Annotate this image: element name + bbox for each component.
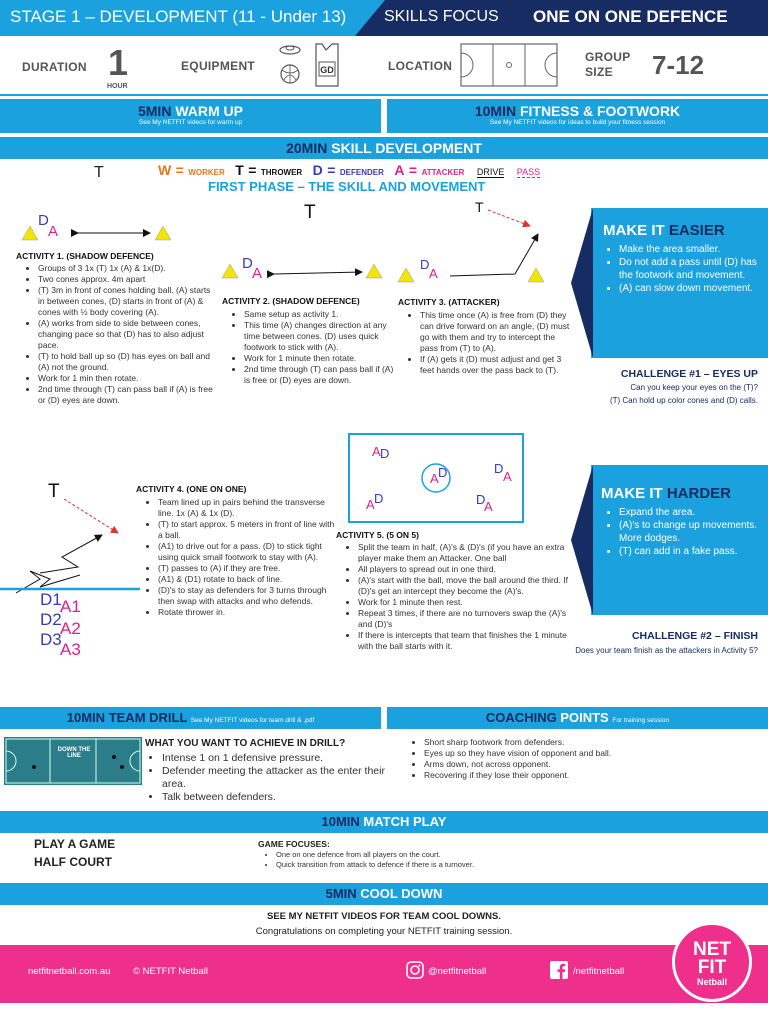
coaching-item: • Recovering if they lose their opponent.: [424, 770, 724, 781]
coaching-list: [410, 737, 724, 781]
focus-title: ONE ON ONE DEFENCE: [533, 7, 728, 26]
act5-list: [344, 542, 568, 652]
legend-eq4: =: [408, 162, 418, 178]
diagram-t: T: [304, 202, 316, 223]
fitness-bar: [387, 99, 768, 133]
act3-title: ACTIVITY 3. (ATTACKER): [398, 297, 500, 307]
game-focuses-heading: GAME FOCUSES:: [258, 839, 330, 849]
diagram-a: A: [366, 497, 375, 512]
act3-item: • If (A) gets it (D) must adjust and get 3 feet hands over the pass back to (T).: [420, 354, 570, 376]
diagram-d3: D3: [40, 630, 62, 649]
equipment-label: EQUIPMENT: [181, 59, 256, 73]
legend-eq: =: [175, 162, 184, 178]
legend-a: A: [394, 162, 405, 178]
easier-panel-arrow: [571, 208, 593, 358]
drill-item: • Talk between defenders.: [162, 791, 388, 804]
act4-item: • (T) to start approx. 5 meters in front of line with a ball.: [158, 519, 338, 541]
warmup-sub: See My NETFIT videos for warm up: [138, 119, 243, 126]
legend-defender: DEFENDER: [339, 168, 384, 177]
harder-panel: [591, 465, 768, 615]
act1-item: • (A) works from side to side between cones, changing pace so that (D) has to also adjust pace.: [38, 318, 214, 351]
diagram-d: D: [476, 492, 486, 507]
act2-item: • Same setup as activity 1.: [244, 309, 394, 320]
facebook-icon[interactable]: [550, 961, 568, 979]
netfit-logo: [672, 922, 752, 1002]
diagram-d: D: [438, 465, 448, 480]
coaching-sub: For training session: [612, 717, 670, 724]
act5-item: • All players to spread out in one third.: [358, 564, 568, 575]
diagram-t: T: [48, 481, 60, 502]
act4-item: • (D)'s to stay as defenders for 3 turns through then swap with attacks and who defends.: [158, 585, 338, 607]
legend: [158, 162, 540, 180]
match-title: MATCH PLAY: [363, 814, 447, 829]
act5-item: • Repeat 3 times, if there are no turnovers swap the (A)'s and (D)'s: [358, 608, 568, 630]
match-line1: PLAY A GAME: [34, 837, 116, 851]
cone-icon: [528, 268, 544, 282]
diagram-a: A: [503, 469, 512, 484]
cone-icon: [366, 264, 382, 278]
coaching-item: • Arms down, not across opponent.: [424, 759, 724, 770]
equipment-icons: [276, 40, 346, 88]
coaching-bar: [387, 707, 768, 729]
act1-item: • Work for 1 min then rotate.: [38, 373, 214, 384]
cone-icon: [222, 264, 238, 278]
act1-item: • Groups of 3 1x (T) 1x (A) & 1x(D).: [38, 263, 214, 274]
act5-item: • (A)'s start with the ball, move the ball around the third. If (D)'s get an intercept they become the (A)'s.: [358, 575, 568, 597]
act2-title: ACTIVITY 2. (SHADOW DEFENCE): [222, 296, 360, 306]
team-drill-bar: [0, 707, 381, 729]
act5-item: • Split the team in half, (A)'s & (D)'s (if you have an extra player make them an Attacker. One ball: [358, 542, 568, 564]
act2-item: • Work for 1 minute then rotate.: [244, 353, 394, 364]
legend-worker: WORKER: [188, 168, 225, 177]
diagram-d: D: [374, 491, 384, 506]
footer-copyright: © NETFIT Netball: [133, 966, 208, 977]
easier-list: [591, 243, 768, 295]
legend-pass: PASS: [516, 167, 541, 177]
skills-focus-label: SKILLS FOCUS: [384, 8, 499, 25]
skill-time: 20MIN: [286, 140, 328, 156]
act5-item: • If there is intercepts that team that finishes the 1 minute with the ball starts with it.: [358, 630, 568, 652]
skill-dev-bar: [0, 137, 768, 159]
diagram-a: A: [430, 471, 439, 486]
drill-item: • Defender meeting the attacker as the enter their area.: [162, 765, 388, 791]
act4-item: • (T) passes to (A) if they are free.: [158, 563, 338, 574]
challenge1-title: CHALLENGE #1 – EYES UP: [620, 368, 758, 380]
act3-list: [406, 310, 570, 376]
team-drill-title: TEAM DRILL: [108, 710, 188, 725]
legend-thrower: THROWER: [260, 168, 303, 177]
act3-item: • This time once (A) is free from (D) they can drive forward on an angle, (D) must go with them and try to intercept the pass from (T) to (A).: [420, 310, 570, 354]
bib-text: GD: [320, 65, 334, 75]
instagram-handle[interactable]: @netfitnetball: [428, 966, 487, 977]
diagram-d2: D2: [40, 610, 62, 629]
act4-list: [144, 497, 338, 618]
drill-item: • Intense 1 on 1 defensive pressure.: [162, 752, 388, 765]
legend-t: T: [235, 162, 244, 178]
easier-panel: [591, 208, 768, 358]
location-label: LOCATION: [388, 59, 453, 73]
diagram-t: T: [475, 199, 484, 215]
drill-list: [148, 752, 388, 804]
act1-item: • 2nd time through (T) can pass ball if (A) is free or (D) eyes are down.: [38, 384, 214, 406]
warmup-bar: [0, 99, 381, 133]
act5-item: • Work for 1 minute then rest.: [358, 597, 568, 608]
group-size-value: 7-12: [652, 50, 705, 80]
challenge2-title: CHALLENGE #2 – FINISH: [631, 630, 758, 642]
diagram-d: D: [242, 255, 253, 272]
easier-title: MAKE IT EASIER: [603, 222, 725, 239]
drill-heading: WHAT YOU WANT TO ACHIEVE IN DRILL?: [145, 738, 346, 749]
legend-attacker: ATTACKER: [421, 168, 465, 177]
duration-label: DURATION: [22, 60, 87, 74]
facebook-handle[interactable]: /netfitnetball: [573, 966, 625, 977]
coaching-item: • Eyes up so they have vision of opponent and ball.: [424, 748, 724, 759]
team-drill-thumbnail[interactable]: [4, 737, 142, 785]
cooldown-title: COOL DOWN: [360, 886, 443, 901]
legend-w: W: [158, 162, 172, 178]
fitness-title: FITNESS & FOOTWORK: [519, 103, 681, 119]
diagram-d: D: [420, 257, 430, 272]
team-drill-sub: See My NETFIT videos for team drill & .pdf: [190, 717, 315, 724]
diagram-a: A: [48, 223, 59, 240]
cone-icon: [22, 226, 38, 240]
act5-title: ACTIVITY 5. (5 ON 5): [336, 530, 419, 540]
act2-item: • This time (A) changes direction at any time between cones. (D) uses quick footwork to stick with (A).: [244, 320, 394, 353]
cooldown-time: 5MIN: [325, 886, 357, 901]
diagram-a: A: [429, 266, 438, 281]
team-drill-time: 10MIN: [66, 710, 106, 725]
activity4-diagram: [0, 475, 140, 665]
legend-eq2: =: [248, 162, 257, 178]
duration-value: 1: [108, 42, 129, 83]
act4-item: • (A1) to drive out for a pass. (D) to stick tight using quick small footwork to stay with (A).: [158, 541, 338, 563]
act1-list: [24, 263, 214, 406]
act4-item: • Team lined up in pairs behind the transverse line. 1x (A) & 1x (D).: [158, 497, 338, 519]
court-thumb-icon: [4, 737, 142, 785]
harder-item: • (A)'s to change up movements. More dodges.: [619, 519, 768, 545]
cooldown-line1: SEE MY NETFIT VIDEOS FOR TEAM COOL DOWNS.: [267, 911, 501, 922]
act1-item: • (T) to hold ball up so (D) has eyes on ball and (A) not the ground.: [38, 351, 214, 373]
act1-item: • (T) 3m in front of cones holding ball. (A) starts in between cones, (D) starts in front of (A) & cones with ½ body covering (A).: [38, 285, 214, 318]
harder-title: MAKE IT HARDER: [601, 485, 732, 502]
act4-item: • (A1) & (D1) rotate to back of line.: [158, 574, 338, 585]
duration-unit: HOUR: [107, 83, 128, 90]
match-line2: HALF COURT: [34, 855, 112, 869]
warmup-time: 5MIN: [137, 103, 172, 119]
logo-line1: NET: [693, 939, 731, 960]
act4-title: ACTIVITY 4. (ONE ON ONE): [136, 484, 247, 494]
act2-list: [230, 309, 394, 386]
group-size-label: GROUP SIZE: [585, 50, 631, 79]
easier-item: • Make the area smaller.: [619, 243, 768, 256]
legend-eq3: =: [327, 162, 336, 178]
fitness-time: 10MIN: [474, 103, 517, 119]
game-focus-item: • One on one defence from all players on the court.: [276, 850, 676, 860]
legend-t-marker: T: [94, 164, 104, 181]
challenge2-line1: Does your team finish as the attackers in Activity 5?: [575, 646, 758, 655]
footer: [0, 945, 768, 1003]
cone-icon: [398, 268, 414, 282]
stage-title: STAGE 1 – DEVELOPMENT (11 - Under 13): [10, 7, 347, 26]
match-play-bar: [0, 811, 768, 833]
instagram-icon[interactable]: [406, 961, 424, 979]
game-focus-item: • Quick transition from attack to defence if there is a turnover.: [276, 860, 676, 870]
cooldown-bar: [0, 883, 768, 905]
harder-item: • (T) can add in a fake pass.: [619, 545, 768, 558]
harder-list: [591, 506, 768, 558]
diagram-d1: D1: [40, 590, 62, 609]
activity5-diagram: [348, 433, 524, 523]
diagram-a: A: [252, 265, 263, 282]
skill-title: SKILL DEVELOPMENT: [331, 140, 482, 156]
easier-item: • (A) can slow down movement.: [619, 282, 768, 295]
act1-title: ACTIVITY 1. (SHADOW DEFENCE): [16, 251, 154, 261]
act4-item: • Rotate thrower in.: [158, 607, 338, 618]
coaching-title-a: COACHING: [485, 710, 557, 725]
harder-item: • Expand the area.: [619, 506, 768, 519]
harder-panel-arrow: [571, 465, 593, 615]
easier-item: • Do not add a pass until (D) has the footwork and movement.: [619, 256, 768, 282]
diagram-a: A: [484, 499, 493, 514]
diagram-a2: A2: [60, 619, 81, 638]
challenge1-line2: (T) Can hold up color cones and (D) calls.: [609, 396, 758, 405]
diagram-a: A: [372, 444, 381, 459]
game-focuses-list: [262, 850, 676, 870]
diagram-a1: A1: [60, 597, 81, 616]
diagram-d: D: [494, 461, 504, 476]
warmup-title: WARM UP: [175, 103, 243, 119]
thumb-label: DOWN THE LINE: [57, 747, 91, 759]
legend-d: D: [312, 162, 323, 178]
act1-item: • Two cones approx. 4m apart: [38, 274, 214, 285]
cooldown-line2: Congratulations on completing your NETFIT training session.: [255, 926, 513, 937]
coaching-title-b: POINTS: [556, 710, 609, 725]
cone-icon: [155, 226, 171, 240]
act2-item: • 2nd time through (T) can pass ball if (A) is free or (D) eyes are down.: [244, 364, 394, 386]
match-time: 10MIN: [321, 814, 360, 829]
logo-line2: FIT: [697, 957, 727, 978]
logo-line3: Netball: [696, 977, 727, 987]
diagram-a3: A3: [60, 640, 81, 659]
diagram-d: D: [38, 212, 49, 229]
challenge1-line1: Can you keep your eyes on the (T)?: [630, 383, 758, 392]
court-icon: [460, 43, 558, 87]
footer-site-link[interactable]: netfitnetball.com.au: [28, 966, 111, 977]
coaching-item: • Short sharp footwork from defenders.: [424, 737, 724, 748]
legend-drive: DRIVE: [476, 167, 505, 177]
diagram-d: D: [380, 446, 390, 461]
phase-title: FIRST PHASE – THE SKILL AND MOVEMENT: [208, 179, 486, 194]
fitness-sub: See My NETFIT videos for ideas to build your fitness session: [489, 119, 666, 126]
